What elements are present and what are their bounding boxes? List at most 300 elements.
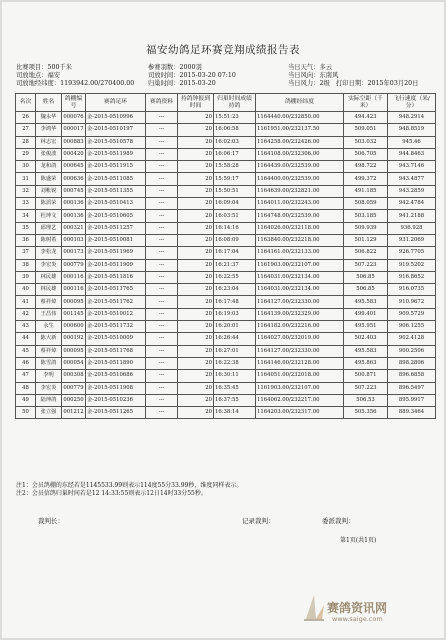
watermark-text: 赛鸽资讯网 — [327, 601, 388, 615]
table-row — [16, 259, 436, 271]
cell-loft-id: 000745 — [62, 185, 86, 197]
cell-coordinates: 1164139.00/232329.00 — [256, 308, 344, 320]
cell-ring: 金-2015-0511908 — [86, 382, 146, 394]
cell-speed: 906.1255 — [388, 321, 436, 333]
table-row — [16, 222, 436, 234]
cell-clock-date: 20 — [178, 308, 214, 320]
cell-return-time: 16:35:45 — [214, 382, 256, 394]
cell-rank: 34 — [16, 210, 36, 222]
report-title: 福安幼鸽足环赛竞翔成绩报告表 — [146, 44, 300, 56]
header-return-time: 归巢时间成绩持鸽 — [214, 94, 256, 112]
table-row — [16, 185, 436, 197]
cell-name: 蔡祥焯 — [36, 345, 62, 357]
cell-clock-date: 20 — [178, 136, 214, 148]
cell-coordinates: 1164440.00/232850.00 — [256, 112, 344, 124]
header-ring: 赛鸽足环 — [86, 94, 146, 112]
release-coordinates: 司放地经纬度：1193942.00/270400.00 — [16, 80, 135, 87]
cell-speed: 948.2914 — [388, 112, 436, 124]
cell-coordinates: 1161903.00/232107.00 — [256, 382, 344, 394]
cell-loft-id: 000136 — [62, 198, 86, 210]
cell-distance: 499.401 — [344, 308, 388, 320]
cell-return-time: 16:30:11 — [214, 370, 256, 382]
cell-pigeon-info: --- — [146, 407, 178, 419]
table-header — [16, 94, 436, 112]
cell-coordinates: 1164031.00/232134.00 — [256, 271, 344, 283]
cell-rank: 44 — [16, 333, 36, 345]
cell-clock-date: 20 — [178, 198, 214, 210]
cell-distance: 494.423 — [344, 112, 388, 124]
cell-name: 陈盛荣 — [36, 173, 62, 185]
cell-rank: 33 — [16, 198, 36, 210]
table-row — [16, 333, 436, 345]
cell-pigeon-info: --- — [146, 112, 178, 124]
cell-ring: 金-2015-0511989 — [86, 148, 146, 160]
cell-pigeon-info: --- — [146, 357, 178, 369]
cell-distance: 495.863 — [344, 357, 388, 369]
cell-ring: 金-2015-0511909 — [86, 259, 146, 271]
cell-pigeon-info: --- — [146, 222, 178, 234]
cell-name: 李鸿华 — [36, 124, 62, 136]
header-loft-id: 鸽棚编号 — [62, 94, 86, 112]
cell-rank: 37 — [16, 247, 36, 259]
note-1: 注1：会员鸽棚的东经若是1145533.99则表示114度55分33.99秒，维度同样表示。 — [16, 482, 243, 489]
cell-rank: 48 — [16, 382, 36, 394]
cell-distance: 506.705 — [344, 148, 388, 160]
cell-ring: 金-2015-0510578 — [86, 136, 146, 148]
cell-ring: 金-2015-0510197 — [86, 124, 146, 136]
cell-loft-id: 000054 — [62, 357, 86, 369]
cell-coordinates: 1164748.00/232539.00 — [256, 210, 344, 222]
cell-return-time: 15:58:28 — [214, 161, 256, 173]
cell-pigeon-info: --- — [146, 271, 178, 283]
cell-return-time: 16:06:58 — [214, 124, 256, 136]
cell-pigeon-info: --- — [146, 370, 178, 382]
cell-pigeon-info: --- — [146, 284, 178, 296]
cell-ring: 金-2015-0511265 — [86, 407, 146, 419]
cell-return-time: 16:17:04 — [214, 247, 256, 259]
cell-pigeon-info: --- — [146, 321, 178, 333]
cell-clock-date: 20 — [178, 112, 214, 124]
cell-return-time: 16:23:04 — [214, 284, 256, 296]
cell-loft-id: 000116 — [62, 284, 86, 296]
cell-ring: 金-2015-0510686 — [86, 370, 146, 382]
cell-pigeon-info: --- — [146, 136, 178, 148]
cell-coordinates: 1164127.00/232330.00 — [256, 345, 344, 357]
cell-ring: 金-2015-0510605 — [86, 210, 146, 222]
cell-speed: 909.5729 — [388, 308, 436, 320]
cell-speed: 942.4784 — [388, 198, 436, 210]
cell-loft-id: 000017 — [62, 124, 86, 136]
cell-pigeon-info: --- — [146, 210, 178, 222]
cell-ring: 金-2015-0511762 — [86, 296, 146, 308]
cell-rank: 49 — [16, 394, 36, 406]
chief-referee-label: 裁判长： — [38, 517, 64, 525]
table-row — [16, 370, 436, 382]
cell-rank: 28 — [16, 136, 36, 148]
cell-rank: 31 — [16, 173, 36, 185]
release-place: 司放地点：福安 — [16, 72, 61, 79]
cell-pigeon-info: --- — [146, 234, 178, 246]
cell-coordinates: 1164031.00/232134.00 — [256, 284, 344, 296]
cell-return-time: 16:03:51 — [214, 210, 256, 222]
cell-clock-date: 20 — [178, 271, 214, 283]
cell-loft-id: 000076 — [62, 112, 86, 124]
cell-pigeon-info: --- — [146, 161, 178, 173]
cell-return-time: 16:19:03 — [214, 308, 256, 320]
cell-loft-id: 001145 — [62, 308, 86, 320]
cell-loft-id: 000779 — [62, 382, 86, 394]
cell-rank: 35 — [16, 222, 36, 234]
cell-rank: 32 — [16, 185, 36, 197]
cell-coordinates: 1164051.00/232018.00 — [256, 370, 344, 382]
cell-pigeon-info: --- — [146, 198, 178, 210]
cell-ring: 金-2015-0510236 — [86, 394, 146, 406]
cell-clock-date: 20 — [178, 247, 214, 259]
watermark — [302, 587, 442, 627]
cell-loft-id: 000779 — [62, 259, 86, 271]
cell-distance: 495.583 — [344, 296, 388, 308]
cell-coordinates: 1164182.00/232216.00 — [256, 321, 344, 333]
cell-clock-date: 20 — [178, 148, 214, 160]
cell-rank: 43 — [16, 321, 36, 333]
table-row — [16, 357, 436, 369]
cell-coordinates: 1164161.00/232133.00 — [256, 247, 344, 259]
cell-clock-date: 20 — [178, 210, 214, 222]
cell-coordinates: 1164400.00/232539.00 — [256, 173, 344, 185]
cell-loft-id: 000192 — [62, 333, 86, 345]
cell-clock-date: 20 — [178, 333, 214, 345]
cell-coordinates: 1164062.00/232217.00 — [256, 394, 344, 406]
cell-distance: 501.129 — [344, 234, 388, 246]
cell-name: 陈雪鸽 — [36, 357, 62, 369]
cell-speed: 944.8463 — [388, 148, 436, 160]
cell-speed: 900.2506 — [388, 345, 436, 357]
cell-speed: 931.2069 — [388, 234, 436, 246]
cell-loft-id: 000321 — [62, 222, 86, 234]
cell-coordinates: 1161951.00/232137.50 — [256, 124, 344, 136]
cell-rank: 42 — [16, 308, 36, 320]
cell-clock-date: 20 — [178, 173, 214, 185]
cell-return-time: 16:06:17 — [214, 148, 256, 160]
cell-rank: 40 — [16, 284, 36, 296]
header-coordinates: 鸽棚经纬度 — [256, 94, 344, 112]
table-row — [16, 136, 436, 148]
cell-coordinates: 1164639.00/232821.00 — [256, 185, 344, 197]
cell-distance: 509.051 — [344, 124, 388, 136]
cell-name: 李明 — [36, 370, 62, 382]
table-row — [16, 173, 436, 185]
cell-coordinates: 1164108.00/232306.00 — [256, 148, 344, 160]
cell-distance: 506.85 — [344, 271, 388, 283]
cell-name: 林民雄 — [36, 284, 62, 296]
table-row — [16, 210, 436, 222]
cell-distance: 495.583 — [344, 345, 388, 357]
cell-coordinates: 1164146.00/232128.00 — [256, 357, 344, 369]
cell-loft-id: 000173 — [62, 247, 86, 259]
cell-speed: 896.6858 — [388, 370, 436, 382]
cell-clock-date: 20 — [178, 345, 214, 357]
cell-rank: 38 — [16, 259, 36, 271]
cell-name: 李宏炎 — [36, 259, 62, 271]
cell-name: 陈树希 — [36, 234, 62, 246]
cell-return-time: 15:50:51 — [214, 185, 256, 197]
cell-return-time: 16:14:16 — [214, 222, 256, 234]
cell-pigeon-info: --- — [146, 296, 178, 308]
cell-speed: 910.9672 — [388, 296, 436, 308]
cell-loft-id: 001212 — [62, 407, 86, 419]
watermark-url: www.saige.com — [332, 615, 383, 623]
cell-name: 陈滔荣 — [36, 198, 62, 210]
cell-speed: 919.5202 — [388, 259, 436, 271]
cell-pigeon-info: --- — [146, 382, 178, 394]
race-distance: 比赛项目：500千米 — [16, 64, 73, 71]
cell-rank: 50 — [16, 407, 36, 419]
header-pigeon-info: 赛鸽资料 — [146, 94, 178, 112]
cell-pigeon-info: --- — [146, 394, 178, 406]
cell-loft-id: 000600 — [62, 321, 86, 333]
print-date: 打印日期：2015年03月20日 — [336, 80, 419, 87]
cell-name: 刘帐锐 — [36, 185, 62, 197]
header-speed: 飞行速度（米/分） — [388, 94, 436, 112]
cell-clock-date: 20 — [178, 222, 214, 234]
cell-ring: 金-2015-0510009 — [86, 333, 146, 345]
cell-name: 陈大新 — [36, 333, 62, 345]
cell-rank: 30 — [16, 161, 36, 173]
cell-ring: 金-2015-0510081 — [86, 234, 146, 246]
cell-loft-id: 000250 — [62, 394, 86, 406]
cell-return-time: 16:21:37 — [214, 259, 256, 271]
cell-clock-date: 20 — [178, 259, 214, 271]
cell-name: 张俊波 — [36, 148, 62, 160]
header-rank: 名次 — [16, 94, 36, 112]
table-row — [16, 394, 436, 406]
cell-return-time: 16:22:55 — [214, 271, 256, 283]
cell-clock-date: 20 — [178, 394, 214, 406]
cell-return-time: 16:26:44 — [214, 333, 256, 345]
table-row — [16, 407, 436, 419]
cell-coordinates: 1164439.00/232539.00 — [256, 161, 344, 173]
table-row — [16, 247, 436, 259]
cell-coordinates: 1164026.00/232118.00 — [256, 222, 344, 234]
cell-distance: 495.951 — [344, 321, 388, 333]
cell-name: 李宏炎 — [36, 382, 62, 394]
cell-distance: 506.53 — [344, 394, 388, 406]
cell-distance: 507.223 — [344, 259, 388, 271]
table-row — [16, 345, 436, 357]
cell-name: 蔡祥焯 — [36, 296, 62, 308]
cell-clock-date: 20 — [178, 407, 214, 419]
cell-ring: 金-2015-0510012 — [86, 308, 146, 320]
cell-loft-id: 000308 — [62, 370, 86, 382]
wind-force: 当日风力：2级 — [288, 80, 330, 87]
cell-pigeon-info: --- — [146, 247, 178, 259]
cell-name: 林民雄 — [36, 271, 62, 283]
return-date: 归巢时间：2015-03-20 — [148, 80, 216, 87]
cell-ring: 金-2015-0511355 — [86, 185, 146, 197]
cell-clock-date: 20 — [178, 357, 214, 369]
cell-speed: 916.8652 — [388, 271, 436, 283]
cell-distance: 491.185 — [344, 185, 388, 197]
cell-pigeon-info: --- — [146, 308, 178, 320]
cell-return-time: 16:22:38 — [214, 357, 256, 369]
wind-direction: 当日风向：东南风 — [288, 72, 339, 79]
cell-speed: 943.4877 — [388, 173, 436, 185]
cell-coordinates: 1164011.00/232243.00 — [256, 198, 344, 210]
table-row — [16, 161, 436, 173]
cell-name: 王昌伟 — [36, 308, 62, 320]
page-number: 第1页(共1页) — [340, 537, 377, 544]
cell-clock-date: 20 — [178, 382, 214, 394]
cell-name: 邱理艺 — [36, 222, 62, 234]
note-2: 注2：会员信鸽归巢时间若是12 14:33:55则表示12日14时33分55秒。 — [16, 490, 207, 497]
cell-loft-id: 000883 — [62, 136, 86, 148]
cell-clock-date: 20 — [178, 284, 214, 296]
cell-rank: 47 — [16, 370, 36, 382]
cell-distance: 506.85 — [344, 284, 388, 296]
weather: 当日天气：多云 — [288, 64, 333, 71]
cell-return-time: 16:08:09 — [214, 234, 256, 246]
cell-distance: 508.059 — [344, 198, 388, 210]
cell-clock-date: 20 — [178, 234, 214, 246]
cell-coordinates: 1164203.00/232317.00 — [256, 407, 344, 419]
cell-coordinates: 1163840.00/232218.00 — [256, 234, 344, 246]
cell-distance: 499.372 — [344, 173, 388, 185]
cell-rank: 36 — [16, 234, 36, 246]
cell-distance: 509.939 — [344, 222, 388, 234]
cell-name: 林志宏 — [36, 136, 62, 148]
cell-speed: 898.2806 — [388, 357, 436, 369]
cell-speed: 948.8519 — [388, 124, 436, 136]
cell-speed: 896.5497 — [388, 382, 436, 394]
table-row — [16, 234, 436, 246]
cell-rank: 26 — [16, 112, 36, 124]
cell-return-time: 16:27:01 — [214, 345, 256, 357]
cell-speed: 945.46 — [388, 136, 436, 148]
cell-pigeon-info: --- — [146, 259, 178, 271]
cell-distance: 505.356 — [344, 407, 388, 419]
cell-name: 龙和鸽 — [36, 161, 62, 173]
cell-clock-date: 20 — [178, 185, 214, 197]
cell-pigeon-info: --- — [146, 148, 178, 160]
table-row — [16, 112, 436, 124]
entry-count: 参赛羽数：2000羽 — [148, 64, 202, 71]
cell-return-time: 16:09:04 — [214, 198, 256, 210]
cell-speed: 926.7705 — [388, 247, 436, 259]
pigeon-sail-icon — [302, 593, 326, 623]
cell-ring: 金-2015-0511085 — [86, 173, 146, 185]
report-paper — [2, 2, 444, 638]
cell-loft-id: 000116 — [62, 271, 86, 283]
cell-distance: 507.223 — [344, 382, 388, 394]
cell-return-time: 15:59:17 — [214, 173, 256, 185]
cell-ring: 金-2015-0511732 — [86, 321, 146, 333]
cell-ring: 金-2015-0511765 — [86, 284, 146, 296]
table-row — [16, 284, 436, 296]
table-row — [16, 271, 436, 283]
notes — [16, 482, 242, 498]
results-table — [15, 93, 436, 419]
cell-coordinates: 1164127.00/232330.00 — [256, 296, 344, 308]
cell-return-time: 16:37:55 — [214, 394, 256, 406]
cell-name: 张立强 — [36, 407, 62, 419]
cell-distance: 506.822 — [344, 247, 388, 259]
cell-name: 杜坤文 — [36, 210, 62, 222]
cell-rank: 46 — [16, 357, 36, 369]
table-row — [16, 124, 436, 136]
cell-rank: 27 — [16, 124, 36, 136]
cell-loft-id: 000103 — [62, 234, 86, 246]
cell-speed: 943.7146 — [388, 161, 436, 173]
cell-ring: 金-2015-0511816 — [86, 271, 146, 283]
table-row — [16, 382, 436, 394]
cell-rank: 45 — [16, 345, 36, 357]
cell-pigeon-info: --- — [146, 345, 178, 357]
cell-ring: 金-2015-0510413 — [86, 198, 146, 210]
cell-distance: 502.403 — [344, 333, 388, 345]
cell-name: 永生 — [36, 321, 62, 333]
cell-ring: 金-2015-0511257 — [86, 222, 146, 234]
table-row — [16, 296, 436, 308]
cell-loft-id: 000095 — [62, 296, 86, 308]
cell-ring: 金-2015-0511768 — [86, 345, 146, 357]
cell-ring: 金-2015-0510996 — [86, 112, 146, 124]
cell-speed: 943.2859 — [388, 185, 436, 197]
header-distance: 实际空距（千米） — [344, 94, 388, 112]
table-row — [16, 198, 436, 210]
cell-rank: 41 — [16, 296, 36, 308]
cell-clock-date: 20 — [178, 321, 214, 333]
cell-name: 李松龙 — [36, 247, 62, 259]
cell-rank: 29 — [16, 148, 36, 160]
cell-speed: 916.0735 — [388, 284, 436, 296]
cell-return-time: 16:20:01 — [214, 321, 256, 333]
cell-clock-date: 20 — [178, 161, 214, 173]
cell-distance: 503.185 — [344, 210, 388, 222]
cell-ring: 金-2015-0511915 — [86, 161, 146, 173]
cell-distance: 503.032 — [344, 136, 388, 148]
cell-return-time: 16:38:14 — [214, 407, 256, 419]
cell-ring: 金-2015-0511969 — [86, 247, 146, 259]
cell-return-time: 16:17:48 — [214, 296, 256, 308]
cell-rank: 39 — [16, 271, 36, 283]
cell-distance: 500.871 — [344, 370, 388, 382]
cell-coordinates: 1164258.00/232426.00 — [256, 136, 344, 148]
cell-clock-date: 20 — [178, 124, 214, 136]
cell-speed: 902.4128 — [388, 333, 436, 345]
cell-pigeon-info: --- — [146, 333, 178, 345]
cell-loft-id: 000136 — [62, 210, 86, 222]
table-row — [16, 148, 436, 160]
cell-pigeon-info: --- — [146, 124, 178, 136]
cell-name: 陆坤鸽 — [36, 394, 62, 406]
cell-speed: 941.2188 — [388, 210, 436, 222]
committee-label: 委派裁判： — [322, 517, 355, 525]
cell-coordinates: 1164027.00/232019.00 — [256, 333, 344, 345]
header-clock-time: 持鸽钟报到时间 — [178, 94, 214, 112]
cell-coordinates: 1161903.00/232107.00 — [256, 259, 344, 271]
cell-loft-id: 000645 — [62, 161, 86, 173]
recorder-label: 记录裁判： — [242, 517, 275, 525]
cell-return-time: 16:02:03 — [214, 136, 256, 148]
table-row — [16, 308, 436, 320]
cell-ring: 金-2015-0511890 — [86, 357, 146, 369]
cell-loft-id: 000420 — [62, 148, 86, 160]
cell-pigeon-info: --- — [146, 173, 178, 185]
cell-return-time: 15:51:23 — [214, 112, 256, 124]
release-time: 司放时间：2015-03-20 07:10 — [148, 72, 236, 79]
table-row — [16, 321, 436, 333]
cell-loft-id: 000095 — [62, 345, 86, 357]
